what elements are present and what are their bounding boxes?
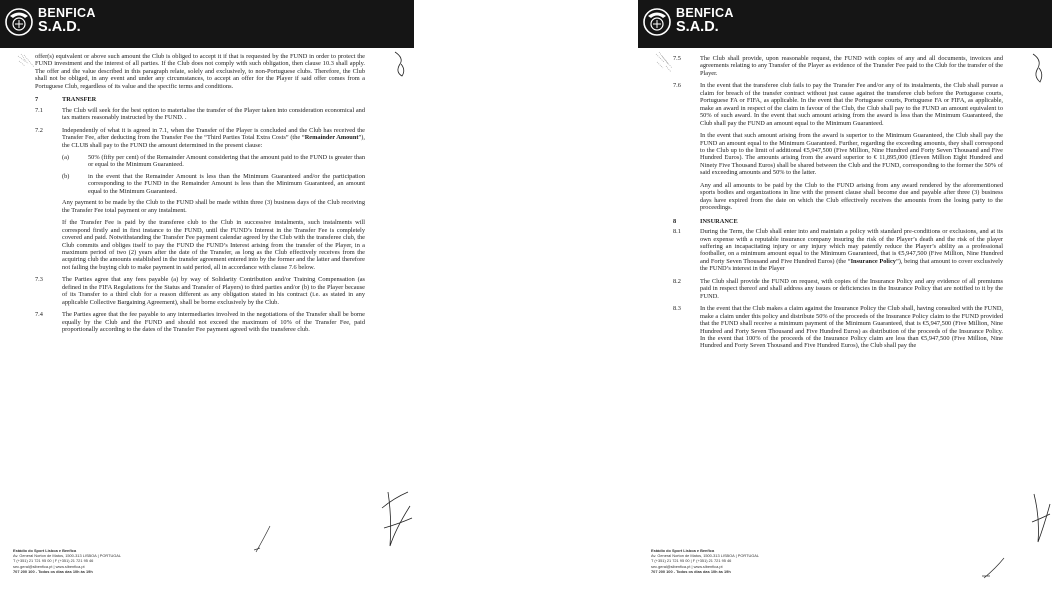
clause-8-2: 8.2 The Club shall provide the FUND on request, with copies of the Insurance Policy and any evidence of all premiums paid in respect thereof and shall address any issues or deficiencies in the Insurance Policy that are notified to it by the FUND. <box>673 277 1003 300</box>
section-8-heading: 8 INSURANCE <box>673 217 738 225</box>
eagle-crest-icon <box>4 7 34 37</box>
clause-8-1: 8.1 During the Term, the Club shall enter into and maintain a policy with standard pre-conditions or exclusions, and at its own expense with a reputable insurance company insuring the risk of the Player’s death and the risk of the player suffering an incapacitating injury or any injury which may patently reduce the Player’s ability as a professional footballer, on a minimum amount equal to the Minimum Guaranteed, that is €5,947,500 (Five Million, Nine Hundred and Forty Seven Thousand and Five Hundred Euros) (the “Insurance Policy”), being that amount to cover exclusively the FUND’s interest in the Player <box>673 228 1004 273</box>
clause-7-6-continued <box>700 132 1003 212</box>
page-header <box>0 0 414 48</box>
amounts-due-paragraph: Any and all amounts to be paid by the Club to the FUND arising from any award rendered by the aforementioned sports bodies and organizations in line with the present clause shall become due and payable after three (3) business days have expired from the date on which the Club effectively receives the amounts from the losing party to the proceedings. <box>700 181 1003 212</box>
section-7-heading: 7 TRANSFER <box>35 96 97 104</box>
signature-stroke <box>978 556 1008 582</box>
document-page-left <box>0 0 414 595</box>
brand-sub: S.A.D. <box>38 19 81 35</box>
handwritten-signature <box>378 488 414 550</box>
page-content <box>35 53 365 339</box>
clause-7-1: 7.1 The Club will seek for the best option to materialise the transfer of the Player taken into consideration economical and tax matters reasonably instructed by the FUND. . <box>35 106 365 122</box>
subclause-a: (a) 50% (fifty per cent) of the Remainder Amount considering that the amount paid to the FUND is greater than or equal to the Minimum Guaranteed. <box>62 153 365 169</box>
page-footer: Estádio do Sport Lisboa e Benfica Av. General Norton de Matos, 1500-313 LISBOA | PORTUGAL T (+351) 21 721 95 00 | F (+351) 21 721 95 46 sec.geral@slbenfica.pt | www.slbenfica.pt 707 200 100 - Todos os dias das 10h às 19h <box>651 548 760 574</box>
handwritten-signature <box>1030 490 1052 546</box>
brand-sub: S.A.D. <box>676 19 719 35</box>
page-footer: Estádio do Sport Lisboa e Benfica Av. General Norton de Matos, 1500-313 LISBOA | PORTUGAL T (+351) 21 721 95 00 | F (+351) 21 721 95 46 sec.geral@slbenfica.pt | www.slbenfica.pt 707 200 100 - Todos os dias das 10h às 19h <box>13 548 122 574</box>
superior-award-paragraph: In the event that such amount arising from the award is superior to the Minimum Guaranteed, the Club shall pay the FUND an amount equal to the Minimum Guaranteed. Further, regarding the exceeding amounts, they shall correspond to the Club up to the limit of additional €5,947,500 (Five Million, Nine Hundred and Forty Seven Thousand and Five Hundred Euros). The amounts arising from the award superior to € 11,895,000 (Eleven Million Eight Hundred and Ninety Five Thousand Euros) shall be shared between the Club and the FUND, corresponding to the former the 50% of said exceeding amounts and 50% to the latter. <box>700 132 1003 177</box>
clause-7-2: 7.2 Independently of what it is agreed in 7.1, when the Transfer of the Player is concluded and the Club has received the Transfer Fee, after deducting from the Transfer Fee the “Third Parties Total Extra Costs” (the “Remainder Amount”), the CLUB shall pay to the FUND the amount determined in the present clause: <box>35 126 365 149</box>
clause-7-4: 7.4 The Parties agree that the fee payable to any intermediaries involved in the negotiations of the Transfer shall be borne equally by the Club and the FUND and should not exceed the maximum of 10% of the Transfer Fee, paid proportionally according to the dates of the Transfer Fee payment agreed with the transferee club. <box>35 311 365 334</box>
initials-signature <box>392 50 408 78</box>
page-header <box>638 0 1052 48</box>
clause-7-3: 7.3 The Parties agree that any fees payable (a) by way of Solidarity Contribution and/or Training Compensation (as defined in the FIFA Regulations for the Status and Transfer of Players) to third parties and/or (b) to the Player because of its Transfer to a third club for a reason different as any obligation stated in his contract (i.e. as stated in any applicable Collective Bargaining Agreement), shall be borne exclusively by the Club. <box>35 276 365 306</box>
subclause-b: (b) in the event that the Remainder Amount is less than the Minimum Guaranteed and/or the participation corresponding to the FUND in the Remainder Amount is less than the Minimum Guaranteed, an amount equal to the Minimum Guaranteed. <box>62 172 365 195</box>
benfica-logo <box>4 5 104 39</box>
eagle-crest-icon <box>642 7 672 37</box>
document-page-right <box>638 0 1052 595</box>
payment-paragraph: Any payment to be made by the Club to the FUND shall be made within three (3) business days of the Club receiving the Transfer Fee total payment or any instalment. <box>62 199 365 214</box>
clause-7-2-subitems <box>62 154 365 271</box>
clause-7-6: 7.6 In the event that the transferee club fails to pay the Transfer Fee and/or any of its instalments, the Club shall pursue a claim for breach of the transfer contract without just cause against the transferee club before the Portuguese courts, Portuguese FA or FIFA, as applicable. In the event that the Portuguese courts, Portuguese FA or FIFA, as applicable, make an award in respect of the claim in favour of the Club, the Club shall pay to the FUND an amount equivalent to 50% of such award. In the event that such amount arising from the award is less than the Minimum Guaranteed, the Club shall pay the FUND an amount equal to the Minimum Guaranteed. <box>673 82 1003 127</box>
intro-paragraph: offer(s) equivalent or above such amount the Club is obliged to accept it if that is requested by the FUND in order to protect the FUND investment and the interest of all parties. If the Club does not comply with such obligation, then clause 10.3 shall apply. The offer and the value described in this paragraph relate, solely and exclusively, to non-Portuguese clubs. Therefore, the Club shall not be obliged, in any event and under any circumstances, to accept an offer for the Player if said offer comes from a Portuguese Club, regardless of its value and the specific terms and conditions. <box>35 53 365 90</box>
page-content <box>673 55 1003 355</box>
clause-8-3: 8.3 In the event that the Club makes a claim against the Insurance Policy the Club shall, having consulted with the FUND, make a claim under this policy and distribute 50% of the proceeds of the Insurance Policy claim to the FUND provided that the FUND shall receive a minimum payment of the Minimum Guaranteed, that is €5,947,500 (Five Million, Nine Hundred and Forty Seven Thousand and Five Hundred Euros) as distribution of the proceeds of the Insurance Policy. In the event that 100% of the proceeds of the Insurance Policy claim are less than €5,947,500 (Five Million, Nine Hundred and Forty Seven Thousand and Five Hundred Euros), the Club shall pay the <box>673 305 1003 350</box>
clause-7-5: 7.5 The Club shall provide, upon reasonable request, the FUND with copies of any and all documents, invoices and agreements relating to any Transfer of the Player as evidence of the Transfer Fee paid to the Club for the transfer of the Player. <box>673 55 1003 77</box>
brand-name: BENFICA <box>38 6 96 20</box>
instalments-paragraph: If the Transfer Fee is paid by the transferee club to the Club in successive instalments, such instalments will correspond firstly and in first instance to the FUND, until the FUND’s Interest in the Transfer Fee is completely covered and paid. Notwithstanding the Transfer Fee payment calendar agreed by the Club with the transferee club, the Club commits and obliges itself to pay the FUND the FUND’s Interest arising from the transfer of the Player, in a maximum period of two (2) years after the date of the Transfer, as long as the Club effectively receives from the acquiring club the amounts established in the transfer agreement entered into by the former and the latter and therefore not failing the buying club to make payment in said period, all in accordance with clause 7.6 below. <box>62 219 365 271</box>
initials-signature <box>1030 52 1046 84</box>
benfica-logo <box>642 5 742 39</box>
brand-name: BENFICA <box>676 6 734 20</box>
signature-stroke <box>250 524 276 554</box>
